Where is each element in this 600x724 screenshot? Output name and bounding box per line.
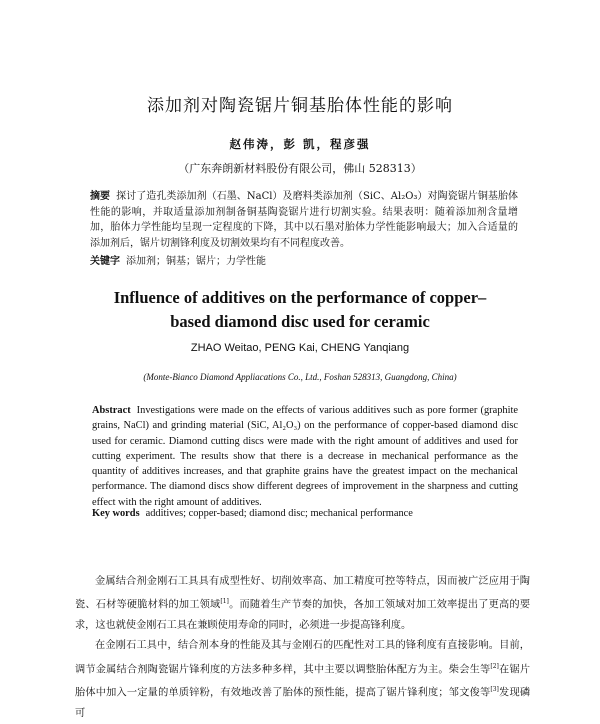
english-abstract-label: Abstract [92,405,131,416]
chinese-keywords-text: 添加剂；铜基；锯片；力学性能 [126,256,266,267]
body-p1-text: 金属结合剂金刚石工具具有成型性好、切削效率高、加工精度可控等特点，因而被广泛应用于陶瓷、石材等硬脆材料的加工领域 [75,576,530,611]
chinese-title: 添加剂对陶瓷锯片铜基胎体性能的影响 [147,96,453,116]
citation-1: [1] [220,598,229,606]
chinese-keywords [90,252,518,267]
english-title [0,286,600,334]
english-affiliation: (Monte-Bianco Diamond Appliacations Co., Ltd., Foshan 528313, Guangdong, China) [143,372,457,382]
citation-3: [3] [490,686,499,694]
english-abstract-text: Investigations were made on the effects of various additives such as pore former (graphite grains, NaCl) and grinding material (SiC, Al₂O₃) on the performance of copper-based diamond disc used for ceramic. Diamond cutting discs were made with the right amount of additives and used for cutting experiment. The results show that there is a decrease in mechanical performance as the quantity of additives increases, and that graphite grains have the greatest impact on the mechanical performance. The diamond discs show different degrees of improvement in the sharpness and cutting effect with the right amount of additives. [92,405,518,508]
citation-2: [2] [490,662,499,670]
english-title-line2: based diamond disc used for ceramic [170,312,430,331]
english-keywords [92,508,518,519]
chinese-abstract [90,189,518,251]
body-paragraph-1 [75,572,530,636]
body-paragraph-2 [75,636,530,724]
body-p2-text-c: 发现磷可 [75,687,531,719]
english-authors: ZHAO Weitao, PENG Kai, CHENG Yanqiang [190,342,410,354]
chinese-authors: 赵伟涛，彭 凯，程彦强 [229,137,371,151]
body-text [75,572,530,724]
chinese-affiliation: （广东奔朗新材料股份有限公司，佛山 528313） [178,162,422,175]
chinese-abstract-label: 摘要 [90,191,111,202]
body-p2-text-b: 在锯片胎体中加入一定量的单质锌粉，有效地改善了胎体的预性能，提高了锯片锋利度；邹文俊等 [75,663,531,699]
english-keywords-text: additives; copper-based; diamond disc; mechanical performance [145,508,413,519]
english-title-line1: Influence of additives on the performance of copper– [113,288,487,307]
chinese-keywords-label: 关键字 [90,256,120,267]
english-abstract [92,403,518,510]
english-keywords-label: Key words [92,508,140,519]
chinese-abstract-text: 探讨了造孔类添加剂（石墨、NaCl）及磨料类添加剂（SiC、Al₂O₃）对陶瓷锯片铜基胎体性能的影响，并取适量添加剂制备铜基陶瓷锯片进行切割实验。结果表明：随着添加剂含量增加，胎体力学性能均呈现一定程度的下降，其中以石墨对胎体力学性能影响最大；加入合适量的添加剂后，锯片切割锋利度及切割效果均有不同程度改善。 [90,191,519,249]
body-p1-end: 。而随着生产节奏的加快，各加工领域对加工效率提出了更高的要求，这也就使金刚石工具在兼顾使用寿命的同时，必须进一步提高锋利度。 [75,599,530,631]
body-p2-text-a: 在金刚石工具中，结合剂本身的性能及其与金刚石的匹配性对工具的锋利度有直接影响。目前，调节金属结合剂陶瓷锯片锋利度的方法多种多样，其中主要以调整胎体配方为主。柴会生等 [75,640,530,675]
